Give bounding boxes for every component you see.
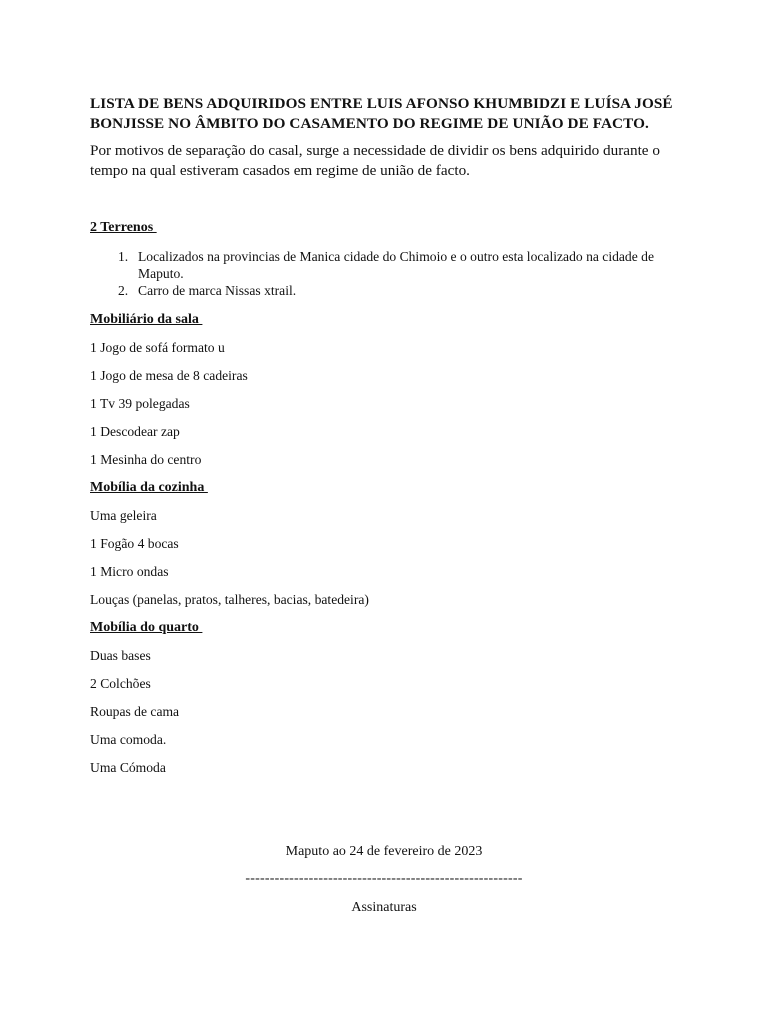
place-date: Maputo ao 24 de fevereiro de 2023 xyxy=(285,844,483,859)
list-item-number: 2. xyxy=(118,283,129,298)
signature-line: --------------------------------------------------------- xyxy=(245,871,523,886)
list-item: Uma comoda. xyxy=(90,732,167,747)
list-item: Louças (panelas, pratos, talheres, bacias, batedeira) xyxy=(90,592,369,607)
list-item xyxy=(90,282,690,299)
list-item: 1 Tv 39 polegadas xyxy=(90,396,190,411)
list-item: 1 Mesinha do centro xyxy=(90,452,202,467)
list-item-text: Localizados na provincias de Manica cidade do Chimoio e o outro esta localizado na cidade de Maputo. xyxy=(138,249,654,281)
terrenos-list xyxy=(90,248,690,299)
list-item: Uma geleira xyxy=(90,508,157,523)
list-item xyxy=(90,248,690,282)
section-heading-sala: Mobiliário da sala xyxy=(90,312,203,327)
list-item: 1 Descodear zap xyxy=(90,424,180,439)
section-heading-quarto: Mobília do quarto xyxy=(90,620,203,635)
list-item: 2 Colchões xyxy=(90,676,151,691)
list-item: 1 Jogo de mesa de 8 cadeiras xyxy=(90,368,248,383)
list-item: 1 Fogão 4 bocas xyxy=(90,536,179,551)
list-item: 1 Micro ondas xyxy=(90,564,169,579)
list-item: Duas bases xyxy=(90,648,151,663)
signatures-label: Assinaturas xyxy=(351,900,417,915)
list-item-number: 1. xyxy=(118,249,129,264)
list-item: 1 Jogo de sofá formato u xyxy=(90,340,225,355)
section-heading-terrenos: 2 Terrenos xyxy=(90,220,157,235)
document-title: LISTA DE BENS ADQUIRIDOS ENTRE LUIS AFONSO KHUMBIDZI E LUÍSA JOSÉ BONJISSE NO ÂMBITO DO CASAMENTO DO REGIME DE UNIÃO DE FACTO. xyxy=(90,95,673,132)
intro-paragraph: Por motivos de separação do casal, surge a necessidade de dividir os bens adquirido durante o tempo na qual estiveram casados em regime de união de facto. xyxy=(90,142,660,179)
list-item: Uma Cómoda xyxy=(90,760,166,775)
list-item: Roupas de cama xyxy=(90,704,180,719)
list-item-text: Carro de marca Nissas xtrail. xyxy=(138,283,297,298)
section-heading-cozinha: Mobília da cozinha xyxy=(90,480,208,495)
